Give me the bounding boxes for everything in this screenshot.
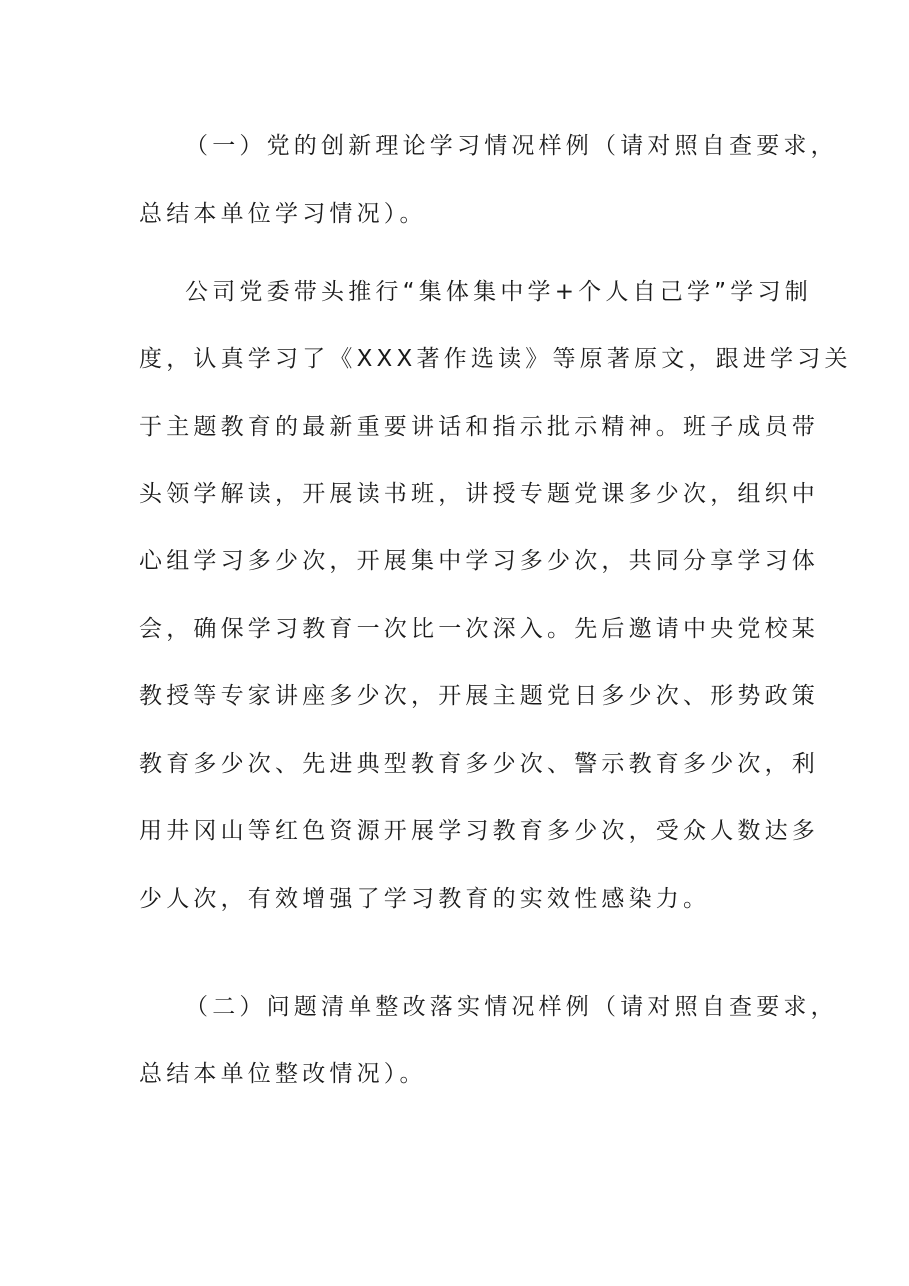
paragraph-1-line-10: 少人次，有效增强了学习教育的实效性感染力。 [139,886,711,912]
section-2-heading-line-2: 总结本单位整改情况）。 [139,1061,427,1087]
section-2-heading-line-1: （二）问题清单整改落实情况样例（请对照自查要求， [185,994,838,1020]
paragraph-1-line-5: 心组学习多少次，开展集中学习多少次，共同分享学习体 [139,548,819,574]
paragraph-1-line-2: 度，认真学习了《XXX著作选读》等原著原文，跟进学习关 [139,346,852,372]
paragraph-1-line-3: 于主题教育的最新重要讲话和指示批示精神。班子成员带 [139,414,819,440]
paragraph-1-line-9: 用井冈山等红色资源开展学习教育多少次，受众人数达多 [139,818,819,844]
section-1-heading-line-1: （一）党的创新理论学习情况样例（请对照自查要求， [185,133,838,159]
paragraph-1-line-7: 教授等专家讲座多少次，开展主题党日多少次、形势政策 [139,683,819,709]
paragraph-1-line-4: 头领学解读，开展读书班，讲授专题党课多少次，组织中 [139,481,819,507]
paragraph-1-line-1: 公司党委带头推行“集体集中学+个人自己学”学习制 [185,279,812,305]
section-1-heading-line-2: 总结本单位学习情况）。 [139,201,427,227]
paragraph-1-line-6: 会，确保学习教育一次比一次深入。先后邀请中央党校某 [139,616,819,642]
paragraph-1-line-8: 教育多少次、先进典型教育多少次、警示教育多少次，利 [139,751,819,777]
